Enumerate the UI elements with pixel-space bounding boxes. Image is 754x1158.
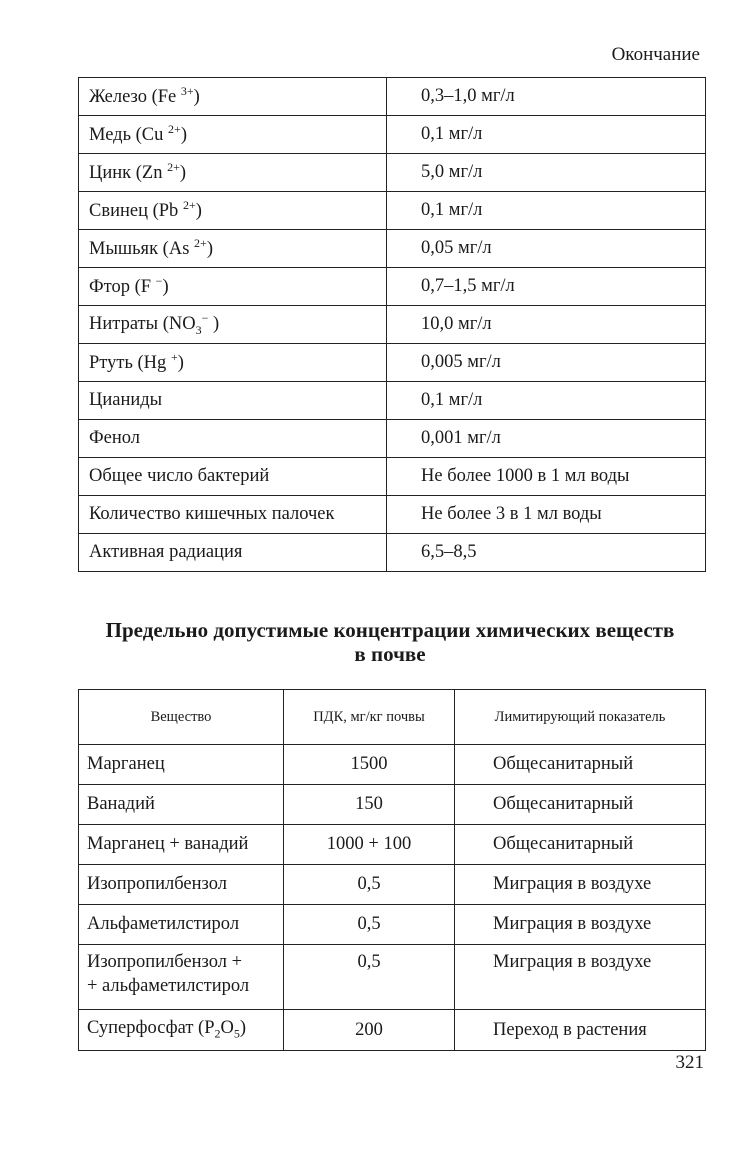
substance-cell: Цианиды <box>79 382 387 420</box>
table-row <box>79 945 706 1010</box>
table-row <box>79 1010 706 1051</box>
pdk-cell: 0,5 <box>284 945 455 1010</box>
column-header-substance: Вещество <box>79 690 284 745</box>
indicator-cell: Миграция в воздухе <box>455 905 706 945</box>
substance-cell: Количество кишечных палочек <box>79 496 387 534</box>
table-row <box>79 825 706 865</box>
substance-line: + альфаметилстирол <box>87 976 250 996</box>
substance-line: Изопропилбензол + <box>87 952 243 972</box>
pdk-cell: 200 <box>284 1010 455 1051</box>
substance-cell <box>79 945 284 1010</box>
table-row <box>79 534 706 572</box>
pdk-cell: 1000 + 100 <box>284 825 455 865</box>
value-cell: 0,001 мг/л <box>387 420 706 458</box>
table-row <box>79 306 706 344</box>
pdk-cell: 1500 <box>284 745 455 785</box>
value-cell: 5,0 мг/л <box>387 154 706 192</box>
column-header-pdk: ПДК, мг/кг почвы <box>284 690 455 745</box>
indicator-cell: Общесанитарный <box>455 825 706 865</box>
table-row <box>79 192 706 230</box>
indicator-cell: Миграция в воздухе <box>455 865 706 905</box>
table-row <box>79 865 706 905</box>
page-number: 321 <box>675 1052 704 1073</box>
continuation-label: Окончание <box>611 44 700 65</box>
substance-cell: Свинец (Pb $^{2+}$) <box>79 192 387 230</box>
indicator-cell: Общесанитарный <box>455 785 706 825</box>
substance-cell: Суперфосфат $(P_2O_5)$ <box>79 1010 284 1051</box>
table-row <box>79 116 706 154</box>
substance-cell: Ванадий <box>79 785 284 825</box>
substance-cell: Марганец + ванадий <box>79 825 284 865</box>
value-cell: 0,3–1,0 мг/л <box>387 78 706 116</box>
substance-cell: Мышьяк (As $^{2+}$) <box>79 230 387 268</box>
value-cell: 0,1 мг/л <box>387 116 706 154</box>
table-row <box>79 344 706 382</box>
table-row <box>79 905 706 945</box>
indicator-cell: Общесанитарный <box>455 745 706 785</box>
substance-cell: Марганец <box>79 745 284 785</box>
table-row <box>79 458 706 496</box>
value-cell: 0,7–1,5 мг/л <box>387 268 706 306</box>
substance-cell: Цинк (Zn $^{2+}$) <box>79 154 387 192</box>
value-cell: 6,5–8,5 <box>387 534 706 572</box>
pdk-cell: 0,5 <box>284 865 455 905</box>
section-title-line2: в почве <box>354 642 426 666</box>
value-cell: 0,1 мг/л <box>387 382 706 420</box>
table-header-row <box>79 690 706 745</box>
value-cell: Не более 3 в 1 мл воды <box>387 496 706 534</box>
value-cell: 0,05 мг/л <box>387 230 706 268</box>
substance-cell: Железо (Fe $^{3+}$) <box>79 78 387 116</box>
pdk-cell: 0,5 <box>284 905 455 945</box>
pdk-cell: 150 <box>284 785 455 825</box>
table-row <box>79 154 706 192</box>
value-cell: Не более 1000 в 1 мл воды <box>387 458 706 496</box>
value-cell: 0,005 мг/л <box>387 344 706 382</box>
table-row <box>79 268 706 306</box>
table-row <box>79 382 706 420</box>
section-title <box>60 618 720 666</box>
substance-cell: Альфаметилстирол <box>79 905 284 945</box>
section-title-line1: Предельно допустимые концентрации химических веществ <box>105 618 675 642</box>
indicator-cell: Миграция в воздухе <box>455 945 706 1010</box>
substance-cell: Фтор (F −) <box>79 268 387 306</box>
table-row <box>79 785 706 825</box>
table-row <box>79 496 706 534</box>
soil-pdk-table <box>78 689 706 1051</box>
table-row <box>79 420 706 458</box>
water-quality-table <box>78 77 706 572</box>
substance-cell: Медь (Cu $^{2+}$) <box>79 116 387 154</box>
substance-cell: Общее число бактерий <box>79 458 387 496</box>
table-row <box>79 78 706 116</box>
table-row <box>79 230 706 268</box>
column-header-indicator: Лимитирующий показатель <box>455 690 706 745</box>
value-cell: 0,1 мг/л <box>387 192 706 230</box>
substance-cell: Ртуть (Hg +) <box>79 344 387 382</box>
substance-cell: Нитраты ($NO_3^-$ ) <box>79 306 387 344</box>
substance-cell: Активная радиация <box>79 534 387 572</box>
value-cell: 10,0 мг/л <box>387 306 706 344</box>
table-row <box>79 745 706 785</box>
substance-cell: Фенол <box>79 420 387 458</box>
indicator-cell: Переход в растения <box>455 1010 706 1051</box>
substance-cell: Изопропилбензол <box>79 865 284 905</box>
